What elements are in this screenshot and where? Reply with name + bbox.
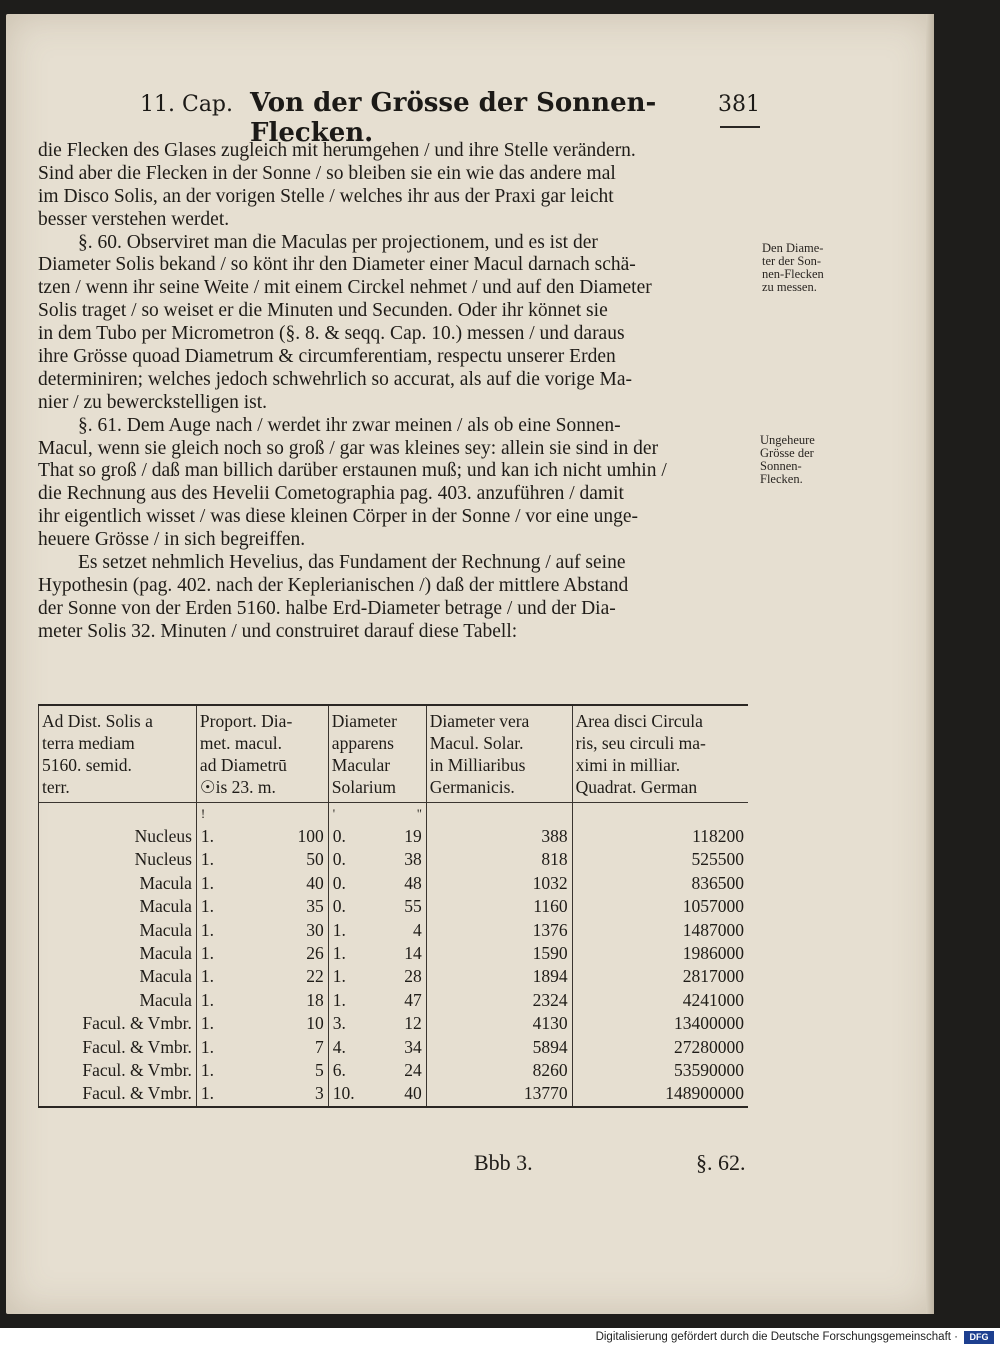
apparent-diameter-cell	[328, 895, 426, 918]
proportion-cell	[196, 1036, 328, 1059]
row-label: Macula	[39, 989, 197, 1012]
true-diameter-cell: 1032	[426, 872, 572, 895]
apparent-diameter-cell	[328, 1059, 426, 1082]
text-line: Hypothesin (pag. 402. nach der Keplerianischen /) daß der mittlere Abstand	[38, 574, 629, 596]
area-cell: 118200	[572, 825, 748, 848]
diameter-seconds: 47	[404, 989, 422, 1010]
proportion-cell	[196, 872, 328, 895]
header-true-diameter: Diameter vera Macul. Solar. in Milliaribus Germanicis.	[426, 705, 572, 803]
apparent-diameter-cell	[328, 1082, 426, 1106]
row-label: Facul. & Vmbr.	[39, 1036, 197, 1059]
proportion-unit: 1.	[200, 943, 215, 964]
text-line: in dem Tubo per Micrometron (§. 8. & seqq. Cap. 10.) messen / und daraus	[38, 323, 625, 345]
true-diameter-cell: 388	[426, 825, 572, 848]
area-cell: 1057000	[572, 895, 748, 918]
proportion-unit: 1.	[200, 989, 215, 1010]
text-line: ihr eigentlich wisset / was diese kleinen Cörper in der Sonne / vor eine unge-	[38, 506, 639, 528]
diameter-seconds: 4	[412, 919, 422, 940]
proportion-value: 18	[306, 989, 324, 1010]
text-line: Sind aber die Flecken in der Sonne / so bleiben sie ein wie das andere mal	[38, 162, 616, 184]
diameter-minutes: 0.	[332, 872, 346, 893]
margin-note-line: Den Diame-	[762, 241, 824, 255]
page-number: 381	[718, 92, 760, 117]
true-diameter-cell: 1590	[426, 942, 572, 965]
diameter-seconds: 24	[404, 1060, 422, 1081]
row-label: Facul. & Vmbr.	[39, 1012, 197, 1035]
text-line: im Disco Solis, an der vorigen Stelle / welches ihr aus der Praxi gar leicht	[38, 185, 614, 207]
diameter-seconds: 48	[404, 872, 422, 893]
text-line: tzen / wenn ihr seine Weite / mit einem Circkel nehmet / und auf den Diameter	[38, 277, 652, 299]
sunspot-table	[38, 704, 748, 1108]
header-chapter: 11. Cap.	[140, 92, 234, 117]
proportion-unit: 1.	[200, 966, 215, 987]
table-row	[39, 872, 749, 895]
true-diameter-cell: 818	[426, 848, 572, 871]
margin-note-line: Grösse der	[760, 446, 814, 460]
margin-note-diameter	[762, 242, 852, 294]
table-row	[39, 919, 749, 942]
row-label: Nucleus	[39, 825, 197, 848]
margin-note-size	[760, 434, 850, 486]
margin-note-line: Flecken.	[760, 472, 803, 486]
true-diameter-cell: 1376	[426, 919, 572, 942]
unit-row	[39, 803, 749, 826]
paragraph-hevelius-start: Es setzet nehmlich Hevelius, das Fundament der Rechnung / auf seine	[78, 552, 626, 574]
header-area: Area disci Circula ris, seu circuli ma- ximi in milliar. Quadrat. German	[572, 705, 748, 803]
apparent-diameter-cell	[328, 825, 426, 848]
table-row	[39, 989, 749, 1012]
true-diameter-cell: 5894	[426, 1036, 572, 1059]
row-label: Macula	[39, 919, 197, 942]
area-cell: 1986000	[572, 942, 748, 965]
text-line: der Sonne von der Erden 5160. halbe Erd-Diameter betrage / und der Dia-	[38, 597, 616, 619]
true-diameter-cell: 1894	[426, 965, 572, 988]
table-row	[39, 1036, 749, 1059]
diameter-minutes: 0.	[332, 896, 346, 917]
proportion-value: 3	[315, 1083, 324, 1104]
proportion-cell	[196, 942, 328, 965]
proportion-cell	[196, 1059, 328, 1082]
proportion-value: 100	[297, 826, 324, 846]
table-row	[39, 965, 749, 988]
margin-note-line: nen-Flecken	[762, 267, 824, 281]
true-diameter-cell: 13770	[426, 1082, 572, 1106]
diameter-seconds: 12	[404, 1013, 422, 1034]
header-rule	[720, 126, 760, 128]
apparent-diameter-cell	[328, 965, 426, 988]
proportion-unit: 1.	[200, 1013, 215, 1034]
diameter-minutes: 1.	[332, 919, 346, 940]
row-label: Nucleus	[39, 848, 197, 871]
unit-minutes: '	[332, 806, 336, 821]
proportion-unit: 1.	[200, 896, 215, 917]
text-line: die Rechnung aus des Hevelii Cometographia pag. 403. anzuführen / damit	[38, 483, 624, 505]
area-cell: 836500	[572, 872, 748, 895]
area-cell: 13400000	[572, 1012, 748, 1035]
diameter-minutes: 1.	[332, 989, 346, 1010]
header-apparent-diameter: Diameter apparens Macular Solarium	[328, 705, 426, 803]
true-diameter-cell: 1160	[426, 895, 572, 918]
area-cell: 27280000	[572, 1036, 748, 1059]
proportion-unit: 1.	[200, 826, 215, 846]
proportion-cell	[196, 989, 328, 1012]
margin-note-line: ter der Son-	[762, 254, 822, 268]
proportion-cell	[196, 919, 328, 942]
signature-mark: Bbb 3.	[474, 1150, 533, 1175]
margin-note-line: zu messen.	[762, 280, 817, 294]
diameter-seconds: 40	[404, 1083, 422, 1104]
proportion-value: 22	[306, 966, 324, 987]
dfg-logo: DFG	[964, 1331, 994, 1344]
apparent-diameter-cell	[328, 1036, 426, 1059]
proportion-unit: 1.	[200, 1060, 215, 1081]
credit-text: Digitalisierung gefördert durch die Deutsche Forschungsgemeinschaft ·	[595, 1331, 958, 1343]
apparent-diameter-cell	[328, 1012, 426, 1035]
text-line: determiniren; welches jedoch schwehrlich so accurat, als auf die vorige Ma-	[38, 368, 632, 390]
page-edge	[926, 14, 934, 1314]
unit-seconds: ''	[417, 806, 422, 821]
proportion-cell	[196, 965, 328, 988]
apparent-diameter-cell	[328, 989, 426, 1012]
row-label: Facul. & Vmbr.	[39, 1082, 197, 1106]
proportion-unit: 1.	[200, 1036, 215, 1057]
diameter-minutes: 0.	[332, 826, 346, 846]
proportion-cell	[196, 848, 328, 871]
text-line: nier / zu bewerckstelligen ist.	[38, 391, 268, 413]
diameter-seconds: 19	[404, 826, 422, 846]
diameter-minutes: 1.	[332, 943, 346, 964]
header-distance: Ad Dist. Solis a terra mediam 5160. semid. terr.	[39, 705, 197, 803]
text-line: Macul, wenn sie gleich noch so groß / gar was kleines sey: allein sie sind in der	[38, 437, 659, 459]
diameter-seconds: 34	[404, 1036, 422, 1057]
table-row	[39, 848, 749, 871]
apparent-diameter-cell	[328, 919, 426, 942]
proportion-cell	[196, 895, 328, 918]
proportion-cell	[196, 1012, 328, 1035]
proportion-unit: 1.	[200, 872, 215, 893]
proportion-value: 40	[306, 872, 324, 893]
area-cell: 1487000	[572, 919, 748, 942]
table-header-row	[39, 705, 749, 803]
paragraph-61-start: §. 61. Dem Auge nach / werdet ihr zwar meinen / als ob eine Sonnen-	[78, 414, 621, 436]
true-diameter-cell: 2324	[426, 989, 572, 1012]
apparent-diameter-cell	[328, 942, 426, 965]
true-diameter-cell: 4130	[426, 1012, 572, 1035]
proportion-unit: 1.	[200, 849, 215, 870]
catchword: §. 62.	[696, 1150, 746, 1175]
proportion-value: 5	[315, 1060, 324, 1081]
diameter-seconds: 28	[404, 966, 422, 987]
header-title: Von der Grösse der Sonnen-Flecken.	[250, 88, 657, 148]
apparent-diameter-cell	[328, 872, 426, 895]
diameter-minutes: 10.	[332, 1083, 355, 1104]
row-label: Macula	[39, 895, 197, 918]
diameter-seconds: 38	[404, 849, 422, 870]
body-text	[38, 140, 756, 644]
credit-bar	[0, 1328, 1000, 1348]
row-label: Macula	[39, 872, 197, 895]
unit-mark: !	[200, 806, 206, 821]
row-label: Macula	[39, 965, 197, 988]
diameter-minutes: 4.	[332, 1036, 346, 1057]
area-cell: 53590000	[572, 1059, 748, 1082]
area-cell: 148900000	[572, 1082, 748, 1106]
proportion-cell	[196, 825, 328, 848]
text-line: Solis traget / so weiset er die Minuten und Secunden. Oder ihr könnet sie	[38, 300, 608, 322]
table-row	[39, 1012, 749, 1035]
proportion-value: 35	[306, 896, 324, 917]
text-line: heuere Grösse / in sich begreiffen.	[38, 529, 306, 551]
diameter-minutes: 0.	[332, 849, 346, 870]
text-line: meter Solis 32. Minuten / und construiret darauf diese Tabell:	[38, 620, 518, 642]
proportion-unit: 1.	[200, 1083, 215, 1104]
table-row	[39, 895, 749, 918]
proportion-value: 30	[306, 919, 324, 940]
proportion-value: 10	[306, 1013, 324, 1034]
row-label: Macula	[39, 942, 197, 965]
table-row	[39, 942, 749, 965]
true-diameter-cell: 8260	[426, 1059, 572, 1082]
table-row	[39, 1059, 749, 1082]
table-row	[39, 825, 749, 848]
text-line: die Flecken des Glases zugleich mit herumgehen / und ihre Stelle verändern.	[38, 140, 636, 161]
diameter-minutes: 1.	[332, 966, 346, 987]
margin-note-line: Ungeheure	[760, 433, 815, 447]
area-cell: 4241000	[572, 989, 748, 1012]
text-line: Diameter Solis bekand / so könt ihr den Diameter einer Macul darnach schä-	[38, 254, 636, 276]
running-header	[140, 86, 760, 148]
diameter-seconds: 55	[404, 896, 422, 917]
paragraph-60-start: §. 60. Observiret man die Maculas per projectionem, und es ist der	[78, 231, 598, 253]
header-proportion: Proport. Dia- met. macul. ad Diametrū ☉is 23. m.	[196, 705, 328, 803]
proportion-value: 50	[306, 849, 324, 870]
area-cell: 525500	[572, 848, 748, 871]
area-cell: 2817000	[572, 965, 748, 988]
text-line: besser verstehen werdet.	[38, 208, 230, 230]
diameter-minutes: 6.	[332, 1060, 346, 1081]
text-line: That so groß / daß man billich darüber erstaunen muß; und kan ich nicht umhin /	[38, 460, 667, 482]
diameter-minutes: 3.	[332, 1013, 346, 1034]
proportion-unit: 1.	[200, 919, 215, 940]
table-row	[39, 1082, 749, 1106]
margin-note-line: Sonnen-	[760, 459, 802, 473]
text-line: ihre Grösse quoad Diametrum & circumferentiam, respectu unserer Erden	[38, 346, 616, 368]
diameter-seconds: 14	[404, 943, 422, 964]
table-body	[39, 803, 749, 1107]
proportion-value: 26	[306, 943, 324, 964]
row-label: Facul. & Vmbr.	[39, 1059, 197, 1082]
apparent-diameter-cell	[328, 848, 426, 871]
proportion-cell	[196, 1082, 328, 1106]
proportion-value: 7	[315, 1036, 324, 1057]
